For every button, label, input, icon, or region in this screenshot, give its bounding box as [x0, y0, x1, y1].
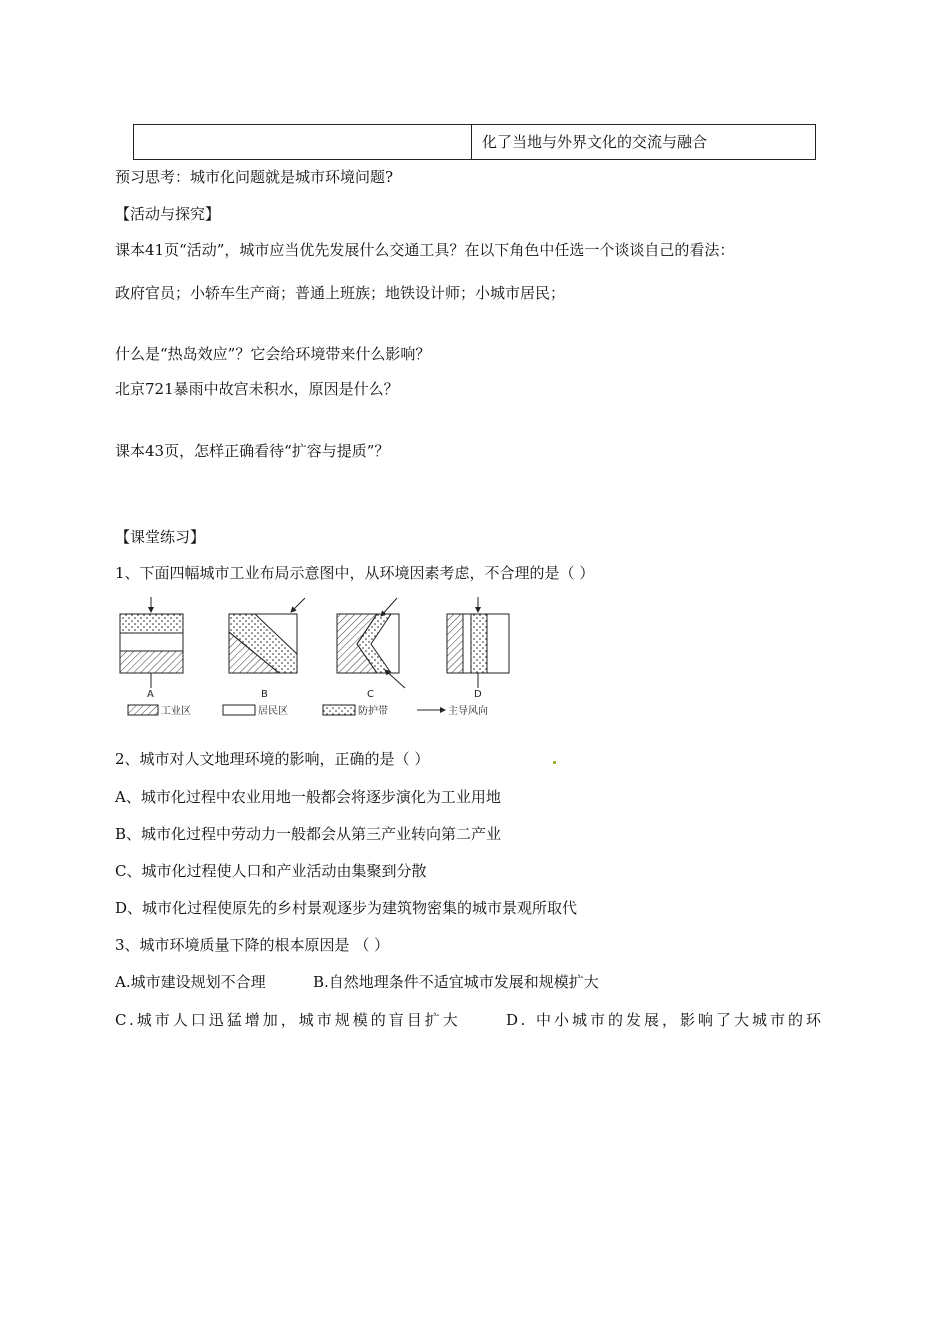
activity-question-1: 课本41页“活动”，城市应当优先发展什么交通工具？在以下角色中任选一个谈谈自己的看法：	[115, 241, 735, 259]
diagram-label-a: A	[147, 689, 154, 700]
legend-buffer: 防护带	[358, 706, 388, 717]
diagram-label-d: D	[474, 689, 482, 700]
q3-option-c: C.城市人口迅猛增加，城市规模的盲目扩大	[115, 1011, 461, 1029]
diagram-c	[337, 598, 405, 688]
diagram-a	[120, 597, 183, 688]
legend-swatch-industry	[128, 705, 158, 715]
preview-question: 预习思考：城市化问题就是城市环境问题?	[115, 168, 394, 186]
q2-option-c: C、城市化过程使人口和产业活动由集聚到分散	[115, 862, 427, 880]
activity-question-2: 什么是“热岛效应”？它会给环境带来什么影响？	[115, 345, 431, 363]
practice-question-3: 3、城市环境质量下降的根本原因是 （ ）	[115, 936, 390, 954]
q3-option-b: B.自然地理条件不适宜城市发展和规模扩大	[313, 973, 599, 991]
table-cell-left	[134, 125, 472, 159]
legend-swatch-buffer	[323, 705, 355, 715]
q2-option-d: D、城市化过程使原先的乡村景观逐步为建筑物密集的城市景观所取代	[115, 899, 578, 917]
q3-option-a: A.城市建设规划不合理	[115, 973, 266, 991]
diagram-label-b: B	[261, 689, 268, 700]
table-cell-right: 化了当地与外界文化的交流与融合	[482, 133, 708, 151]
legend-residential: 居民区	[258, 706, 288, 717]
stray-mark	[553, 761, 556, 764]
q2-option-a: A、城市化过程中农业用地一般都会将逐步演化为工业用地	[115, 788, 501, 806]
legend-swatch-residential	[223, 705, 255, 715]
legend-wind: 主导风向	[448, 706, 488, 717]
practice-question-2: 2、城市对人文地理环境的影响，正确的是（ ）	[115, 750, 430, 768]
practice-question-1: 1、下面四幅城市工业布局示意图中，从环境因素考虑，不合理的是（ ）	[115, 564, 595, 582]
activity-heading: 【活动与探究】	[115, 205, 221, 223]
q3-option-d: D. 中小城市的发展，影响了大城市的环	[506, 1011, 825, 1029]
legend-industry: 工业区	[161, 706, 191, 717]
q2-option-b: B、城市化过程中劳动力一般都会从第三产业转向第二产业	[115, 825, 502, 843]
diagram-b	[229, 598, 305, 673]
diagram-label-c: C	[367, 689, 374, 700]
activity-question-4: 课本43页，怎样正确看待“扩容与提质”？	[115, 442, 390, 460]
practice-heading: 【课堂练习】	[115, 528, 206, 546]
diagram-d	[447, 597, 509, 688]
table-fragment	[133, 124, 816, 160]
activity-roles: 政府官员；小轿车生产商；普通上班族；地铁设计师；小城市居民；	[115, 284, 566, 302]
activity-question-3: 北京721暴雨中故宫未积水，原因是什么？	[115, 380, 399, 398]
industry-layout-figure	[115, 592, 515, 722]
